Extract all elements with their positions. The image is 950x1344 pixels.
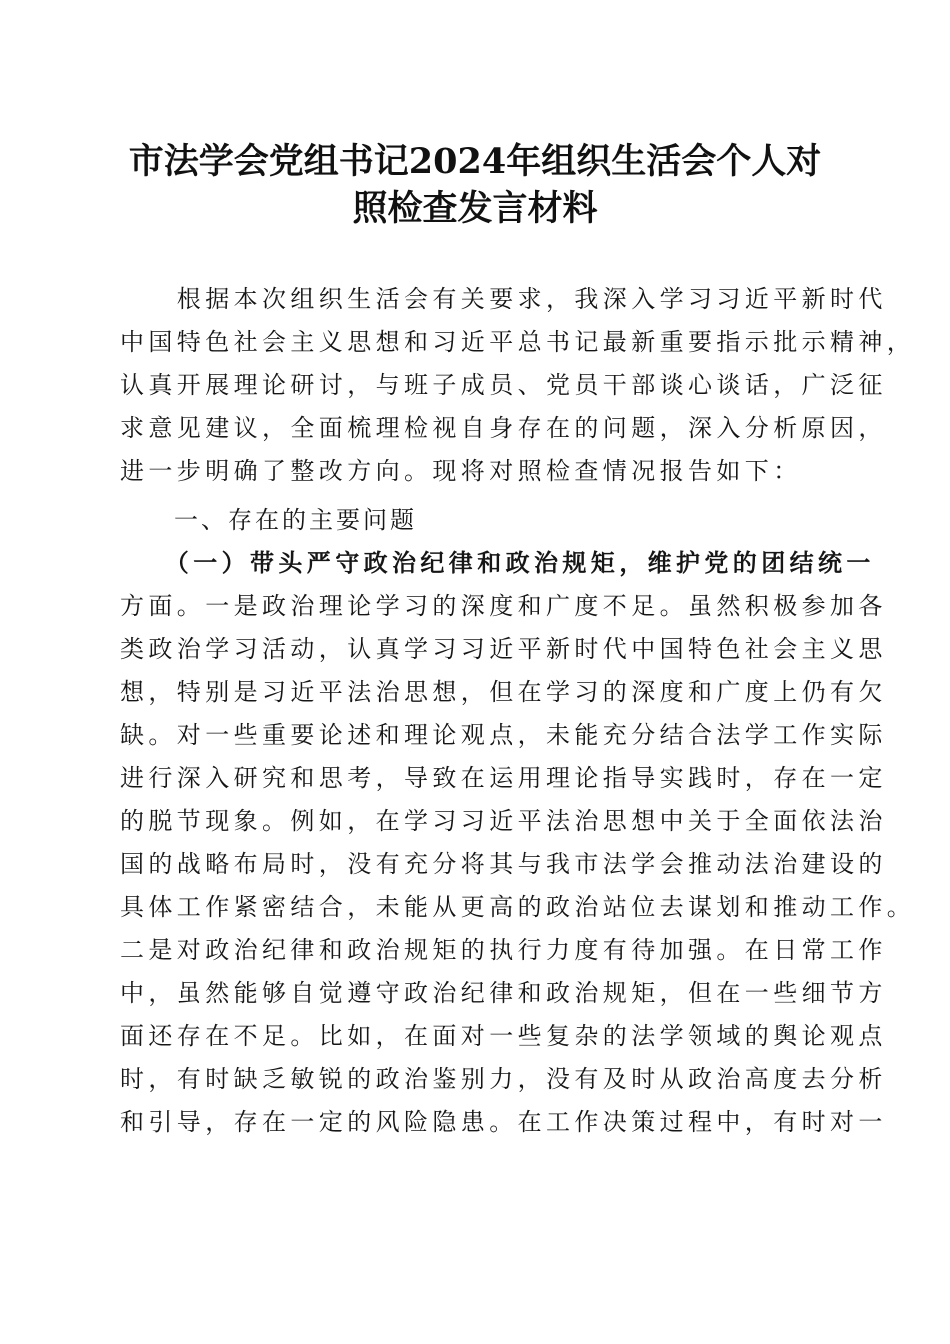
body-line: 二是对政治纪律和政治规矩的执行力度有待加强。在日常工作 (120, 936, 887, 964)
body-line: 面还存在不足。比如，在面对一些复杂的法学领域的舆论观点 (120, 1022, 887, 1050)
body-line: 方面。一是政治理论学习的深度和广度不足。虽然积极参加各 (120, 592, 887, 620)
body-line: 认真开展理论研讨，与班子成员、党员干部谈心谈话，广泛征 (120, 371, 887, 399)
body-line: 中，虽然能够自觉遵守政治纪律和政治规矩，但在一些细节方 (120, 979, 887, 1007)
body-line: 缺。对一些重要论述和理论观点，未能充分结合法学工作实际 (120, 721, 887, 749)
body-line: 国的战略布局时，没有充分将其与我市法学会推动法治建设的 (120, 850, 887, 878)
body-line: 求意见建议，全面梳理检视自身存在的问题，深入分析原因， (120, 414, 887, 442)
body-line: 具体工作紧密结合，未能从更高的政治站位去谋划和推动工作。 (120, 893, 916, 921)
subsection-heading-line: （一）带头严守政治纪律和政治规矩，维护党的团结统一 (120, 548, 875, 577)
body-line: 进一步明确了整改方向。现将对照检查情况报告如下： (120, 457, 802, 485)
body-line: 时，有时缺乏敏锐的政治鉴别力，没有及时从政治高度去分析 (120, 1065, 887, 1093)
body-line: 的脱节现象。例如，在学习习近平法治思想中关于全面依法治 (120, 807, 887, 835)
document-title-line-1: 市法学会党组书记2024年组织生活会个人对 (128, 141, 822, 182)
body-line: 根据本次组织生活会有关要求，我深入学习习近平新时代 (120, 285, 887, 313)
body-line: 进行深入研究和思考，导致在运用理论指导实践时，存在一定 (120, 764, 887, 792)
section-heading: 一、存在的主要问题 (120, 506, 417, 534)
body-line: 想，特别是习近平法治思想，但在学习的深度和广度上仍有欠 (120, 678, 887, 706)
body-line: 类政治学习活动，认真学习习近平新时代中国特色社会主义思 (120, 635, 887, 663)
body-line: 中国特色社会主义思想和习近平总书记最新重要指示批示精神， (120, 328, 916, 356)
body-line: 和引导，存在一定的风险隐患。在工作决策过程中，有时对一 (120, 1108, 887, 1136)
document-title-line-2: 照检查发言材料 (352, 188, 598, 229)
